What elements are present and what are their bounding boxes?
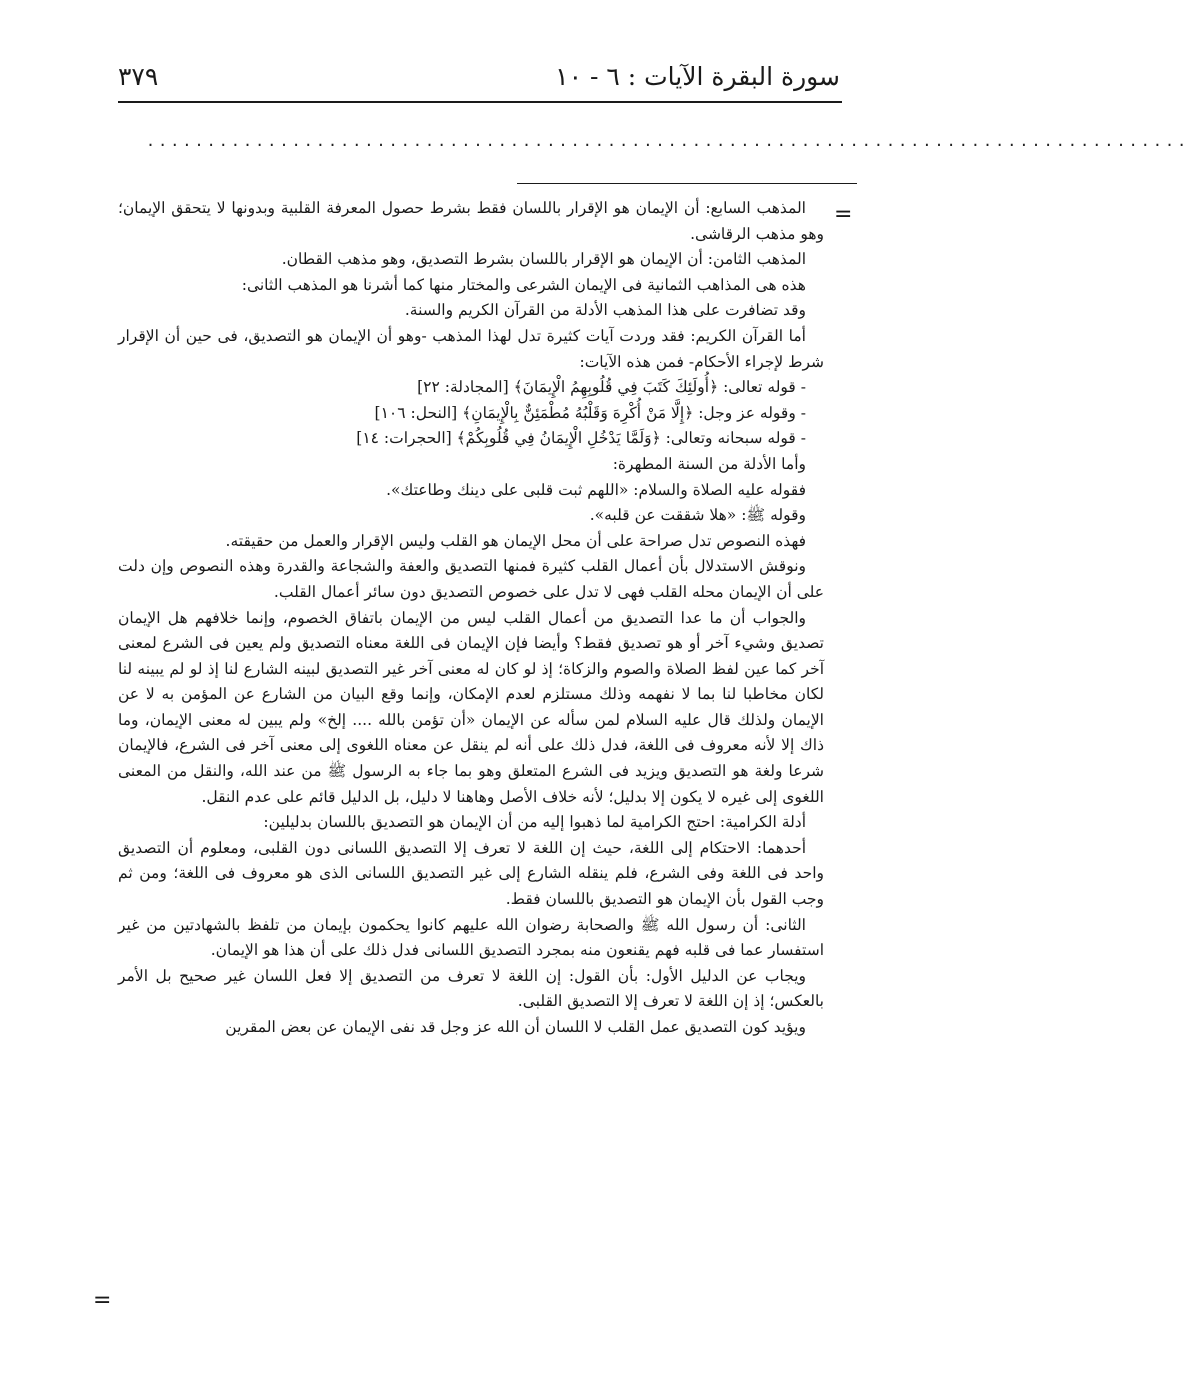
footnote-rule — [517, 183, 857, 184]
paragraph-eighth-school: المذهب الثامن: أن الإيمان هو الإقرار باللسان بشرط التصديق، وهو مذهب القطان. — [281, 250, 806, 269]
dotted-separator: ...................................................................................... — [146, 132, 1189, 150]
hadith-item: وقوله ﷺ: «هلا شققت عن قلبه». — [589, 506, 806, 525]
paragraph-second-proof: الثانى: أن رسول الله ﷺ والصحابة رضوان الله عليهم كانوا يحكمون بإيمان من تلفظ بالشهادتين من غير استفسار عما فى قلبه فهم يقنعون منه بمجرد التصديق اللسانى فدل ذلك على أن هذا هو الإيمان. — [118, 915, 824, 960]
paragraph-sunnah-intro: وأما الأدلة من السنة المطهرة: — [612, 454, 806, 473]
paragraph-karramiya: أدلة الكرامية: احتج الكرامية لما ذهبوا إليه من أن الإيمان هو التصديق باللسان بدليلين: — [263, 813, 806, 832]
paragraph-evidence-intro: وقد تضافرت على هذا المذهب الأدلة من القرآن الكريم والسنة. — [404, 301, 806, 320]
page-header — [118, 56, 840, 96]
paragraph-quran-evidence: أما القرآن الكريم: فقد وردت آيات كثيرة تدل لهذا المذهب -وهو أن الإيمان هو التصديق، فى حين أن الإقرار شرط لإجراء الأحكام- فمن هذه الآيات: — [118, 326, 824, 371]
paragraph-summary: هذه هى المذاهب الثمانية فى الإيمان الشرعى والمختار منها كما أشرنا هو المذهب الثانى: — [241, 275, 806, 294]
continuation-mark-bottom: = — [93, 1288, 112, 1313]
paragraph-reply: ويجاب عن الدليل الأول: بأن القول: إن اللغة لا تعرف من التصديق إلا فعل اللسان غير صحيح بل الأمر بالعكس؛ إذ إن اللغة لا تعرف إلا التصديق القلبى. — [118, 966, 824, 1011]
paragraph-answer: والجواب أن ما عدا التصديق من أعمال القلب ليس من الإيمان باتفاق الخصوم، وإنما خلافهم هل الإيمان تصديق وشيء آخر أو هو تصديق فقط؟ وأيضا فإن الإيمان فى اللغة معناه التصديق ولم يعين فى الشرع لمعنى آخر كما عين لفظ الصلاة والصوم والزكاة؛ إذ لو كان له معنى آخر غير التصديق لبينه الشارع لنا إذ لو لم يبينه لنا لكان مخاطبا لنا بما لا نفهمه وذلك مستلزم لعدم الإمكان، وإنما وقع البيان من الشارع عن المؤمن به لا عن الإيمان ولذلك قال عليه السلام لمن سأله عن الإيمان «أن تؤمن بالله .... إلخ» ولم يبين له معنى الإيمان، وما ذاك إلا لأنه معروف فى اللغة، فدل ذلك على أنه لم ينقل عن معناه اللغوى إلى معنى آخر فى الشرع، فالإيمان شرعا ولغة هو التصديق ويزيد فى الشرع المتعلق وهو بما جاء به الرسول ﷺ من عند الله، والنقل من المعنى اللغوى إلى غيره لا يكون إلا بدليل؛ لأنه خلاف الأصل وهاهنا لا دليل، بل الدليل قائم على عدم النقل. — [118, 608, 824, 806]
running-title: سورة البقرة الآيات : ٦ - ١٠ — [555, 62, 840, 91]
verse-item: - قوله سبحانه وتعالى: ﴿وَلَمَّا يَدْخُلِ الْإِيمَانُ فِي قُلُوبِكُمْ﴾ [الحجرات: ١٤] — [356, 429, 806, 448]
header-rule — [118, 101, 842, 103]
paragraph-conclusion: فهذه النصوص تدل صراحة على أن محل الإيمان هو القلب وليس الإقرار والعمل من حقيقته. — [225, 531, 806, 550]
continuation-mark-top: = — [834, 202, 853, 227]
footnote-text — [118, 196, 824, 1041]
hadith-item: فقوله عليه الصلاة والسلام: «اللهم ثبت قلبى على دينك وطاعتك». — [386, 480, 806, 499]
paragraph-support: ويؤيد كون التصديق عمل القلب لا اللسان أن الله عز وجل قد نفى الإيمان عن بعض المقرين — [225, 1018, 806, 1036]
paragraph-objection: ونوقش الاستدلال بأن أعمال القلب كثيرة فمنها التصديق والعفة والشجاعة والقدرة وهذه النصوص وإن دلت على أن الإيمان محله القلب فهى لا تدل على خصوص التصديق دون سائر أعمال القلب. — [118, 557, 824, 601]
verse-item: - وقوله عز وجل: ﴿إِلَّا مَنْ أُكْرِهَ وَقَلْبُهُ مُطْمَئِنٌّ بِالْإِيمَانِ﴾ [النحل: ١٠٦] — [374, 403, 806, 422]
page-number: ٣٧٩ — [118, 62, 159, 91]
verse-item: - قوله تعالى: ﴿أُولَئِكَ كَتَبَ فِي قُلُوبِهِمُ الْإِيمَانَ﴾ [المجادلة: ٢٢] — [417, 378, 806, 397]
paragraph-first-proof: أحدهما: الاحتكام إلى اللغة، حيث إن اللغة لا تعرف إلا التصديق اللسانى دون القلبى، ومعلوم أن التصديق واحد فى اللغة وفى الشرع، فلم ينقله الشارع إلى غير التصديق اللسانى الذى هو معروف فى اللغة؛ ومن ثم وجب القول بأن الإيمان هو التصديق باللسان فقط. — [118, 838, 824, 909]
paragraph-seventh-school: المذهب السابع: أن الإيمان هو الإقرار باللسان فقط بشرط حصول المعرفة القلبية وبدونها لا يتحقق الإيمان؛ وهو مذهب الرقاشى. — [118, 199, 824, 243]
